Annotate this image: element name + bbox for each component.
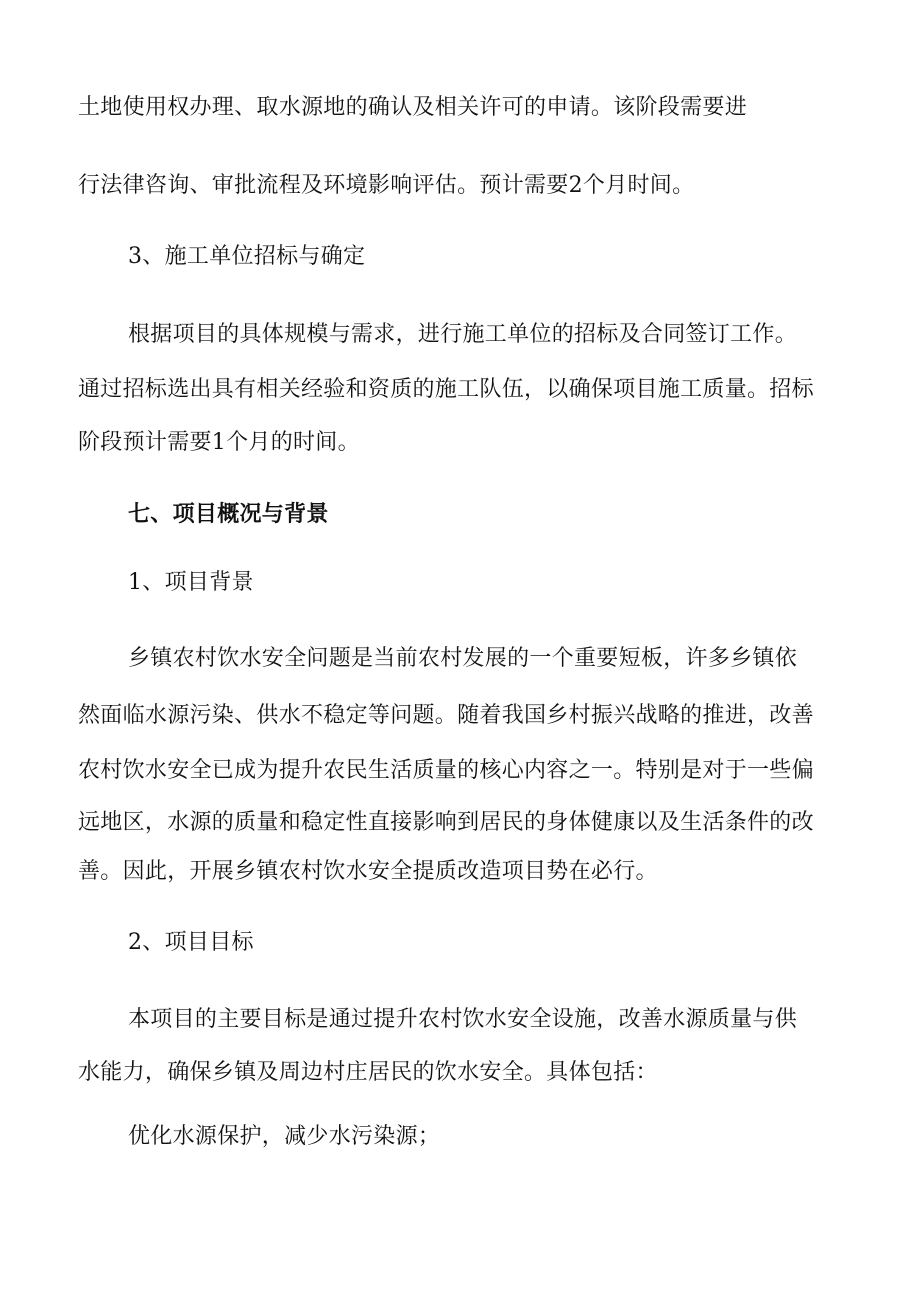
paragraph-line: 远地区，水源的质量和稳定性直接影响到居民的身体健康以及生活条件的改 — [78, 810, 814, 835]
subheading-project-background: 1、项目背景 — [128, 570, 254, 595]
paragraph-line: 农村饮水安全已成为提升农民生活质量的核心内容之一。特别是对于一些偏 — [78, 758, 814, 783]
goal-item: 优化水源保护，减少水污染源； — [128, 1124, 441, 1149]
paragraph-line: 乡镇农村饮水安全问题是当前农村发展的一个重要短板，许多乡镇依 — [128, 646, 798, 671]
paragraph-line: 根据项目的具体规模与需求，进行施工单位的招标及合同签订工作。 — [128, 322, 798, 347]
paragraph-line: 通过招标选出具有相关经验和资质的施工队伍，以确保项目施工质量。招标 — [78, 377, 814, 402]
paragraph-line: 本项目的主要目标是通过提升农村饮水安全设施，改善水源质量与供 — [128, 1007, 798, 1032]
section-heading-project-overview: 七、项目概况与背景 — [128, 501, 329, 527]
paragraph-line: 土地使用权办理、取水源地的确认及相关许可的申请。该阶段需要进 — [78, 95, 748, 120]
paragraph-line: 行法律咨询、审批流程及环境影响评估。预计需要2个月时间。 — [78, 173, 695, 198]
paragraph-line: 善。因此，开展乡镇农村饮水安全提质改造项目势在必行。 — [78, 859, 658, 884]
paragraph-line: 然面临水源污染、供水不稳定等问题。随着我国乡村振兴战略的推进，改善 — [78, 703, 814, 728]
paragraph-line: 阶段预计需要1个月的时间。 — [78, 430, 360, 455]
subheading-construction-bidding: 3、施工单位招标与确定 — [128, 244, 366, 269]
subheading-project-goals: 2、项目目标 — [128, 930, 254, 955]
paragraph-line: 水能力，确保乡镇及周边村庄居民的饮水安全。具体包括： — [78, 1060, 658, 1085]
